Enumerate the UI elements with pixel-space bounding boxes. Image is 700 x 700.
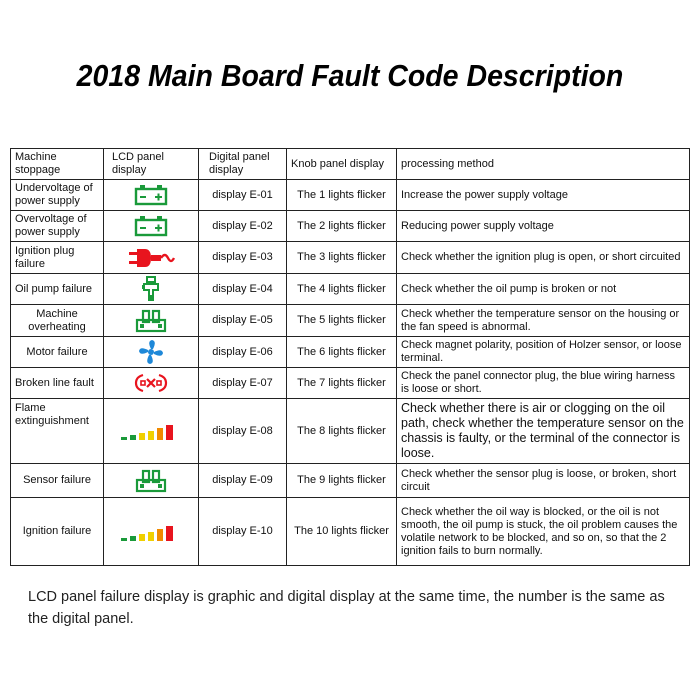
lcd-cell	[104, 211, 199, 242]
stoppage-cell: Motor failure	[11, 337, 104, 368]
knob-display-cell: The 8 lights flicker	[287, 399, 397, 464]
battery-icon	[134, 215, 168, 237]
processing-method-cell: Check the panel connector plug, the blue wiring harness is loose or short.	[397, 368, 690, 399]
knob-display-cell: The 9 lights flicker	[287, 464, 397, 498]
table-row	[11, 274, 690, 305]
digital-display-cell: display E-08	[199, 399, 287, 464]
table-row	[11, 337, 690, 368]
header-lcd-panel: LCD panel display	[104, 149, 199, 180]
stoppage-cell: Oil pump failure	[11, 274, 104, 305]
signal-bars-icon	[119, 421, 183, 441]
processing-method-cell: Increase the power supply voltage	[397, 180, 690, 211]
stoppage-cell: Undervoltage of power supply	[11, 180, 104, 211]
knob-display-cell: The 3 lights flicker	[287, 242, 397, 274]
processing-method-cell: Check whether the ignition plug is open, or short circuited	[397, 242, 690, 274]
knob-display-cell: The 1 lights flicker	[287, 180, 397, 211]
oil-pump-icon	[140, 276, 162, 302]
broken-line-icon	[134, 371, 168, 395]
knob-display-cell: The 5 lights flicker	[287, 305, 397, 337]
table-row	[11, 498, 690, 566]
table-row	[11, 305, 690, 337]
processing-method-cell: Check whether the temperature sensor on the housing or the fan speed is abnormal.	[397, 305, 690, 337]
digital-display-cell: display E-07	[199, 368, 287, 399]
lcd-cell	[104, 399, 199, 464]
knob-display-cell: The 6 lights flicker	[287, 337, 397, 368]
digital-display-cell: display E-10	[199, 498, 287, 566]
processing-method-cell: Reducing power supply voltage	[397, 211, 690, 242]
knob-display-cell: The 4 lights flicker	[287, 274, 397, 305]
knob-display-cell: The 10 lights flicker	[287, 498, 397, 566]
digital-display-cell: display E-04	[199, 274, 287, 305]
digital-display-cell: display E-06	[199, 337, 287, 368]
fault-code-table	[10, 148, 690, 566]
lcd-cell	[104, 368, 199, 399]
lcd-cell	[104, 498, 199, 566]
stoppage-cell: Sensor failure	[11, 464, 104, 498]
footnote: LCD panel failure display is graphic and digital display at the same time, the number is the same as the digital panel.	[28, 589, 665, 627]
lcd-cell	[104, 242, 199, 274]
header-knob-panel: Knob panel display	[287, 149, 397, 180]
overheat-sensor-icon	[134, 308, 168, 334]
digital-display-cell: display E-01	[199, 180, 287, 211]
header-digital-panel: Digital panel display	[199, 149, 287, 180]
processing-method-cell: Check whether the oil pump is broken or not	[397, 274, 690, 305]
digital-display-cell: display E-03	[199, 242, 287, 274]
table-row	[11, 180, 690, 211]
lcd-cell	[104, 274, 199, 305]
stoppage-cell: Ignition failure	[11, 498, 104, 566]
digital-display-cell: display E-09	[199, 464, 287, 498]
lcd-cell	[104, 464, 199, 498]
header-processing-method: processing method	[397, 149, 690, 180]
stoppage-cell: Machine overheating	[11, 305, 104, 337]
processing-method-cell: Check whether the oil way is blocked, or the oil is not smooth, the oil pump is stuck, the oil problem causes the volatile network to be blocked, and so on, so that the 2 ignition fails to burn normally.	[397, 498, 690, 566]
table-row	[11, 399, 690, 464]
processing-method-cell: Check whether the sensor plug is loose, or broken, short circuit	[397, 464, 690, 498]
lcd-cell	[104, 337, 199, 368]
table-row	[11, 211, 690, 242]
stoppage-cell: Ignition plug failure	[11, 242, 104, 274]
ignition-plug-icon	[127, 246, 175, 270]
digital-display-cell: display E-02	[199, 211, 287, 242]
battery-icon	[134, 184, 168, 206]
knob-display-cell: The 2 lights flicker	[287, 211, 397, 242]
page-title: 2018 Main Board Fault Code Description	[76, 58, 624, 93]
processing-method-cell: Check magnet polarity, position of Holzer sensor, or loose terminal.	[397, 337, 690, 368]
table-row	[11, 242, 690, 274]
lcd-cell	[104, 305, 199, 337]
table-row	[11, 368, 690, 399]
table-row	[11, 464, 690, 498]
processing-method-cell: Check whether there is air or clogging on the oil path, check whether the temperature sensor on the chassis is faulty, or the terminal of the connector is loose.	[397, 399, 690, 464]
knob-display-cell: The 7 lights flicker	[287, 368, 397, 399]
sensor-icon	[134, 468, 168, 494]
stoppage-cell: Flame extinguishment	[11, 399, 104, 464]
table-header-row	[11, 149, 690, 180]
stoppage-cell: Overvoltage of power supply	[11, 211, 104, 242]
header-machine-stoppage: Machine stoppage	[11, 149, 104, 180]
digital-display-cell: display E-05	[199, 305, 287, 337]
signal-bars-icon	[119, 522, 183, 542]
fan-motor-icon	[138, 339, 164, 365]
lcd-cell	[104, 180, 199, 211]
stoppage-cell: Broken line fault	[11, 368, 104, 399]
